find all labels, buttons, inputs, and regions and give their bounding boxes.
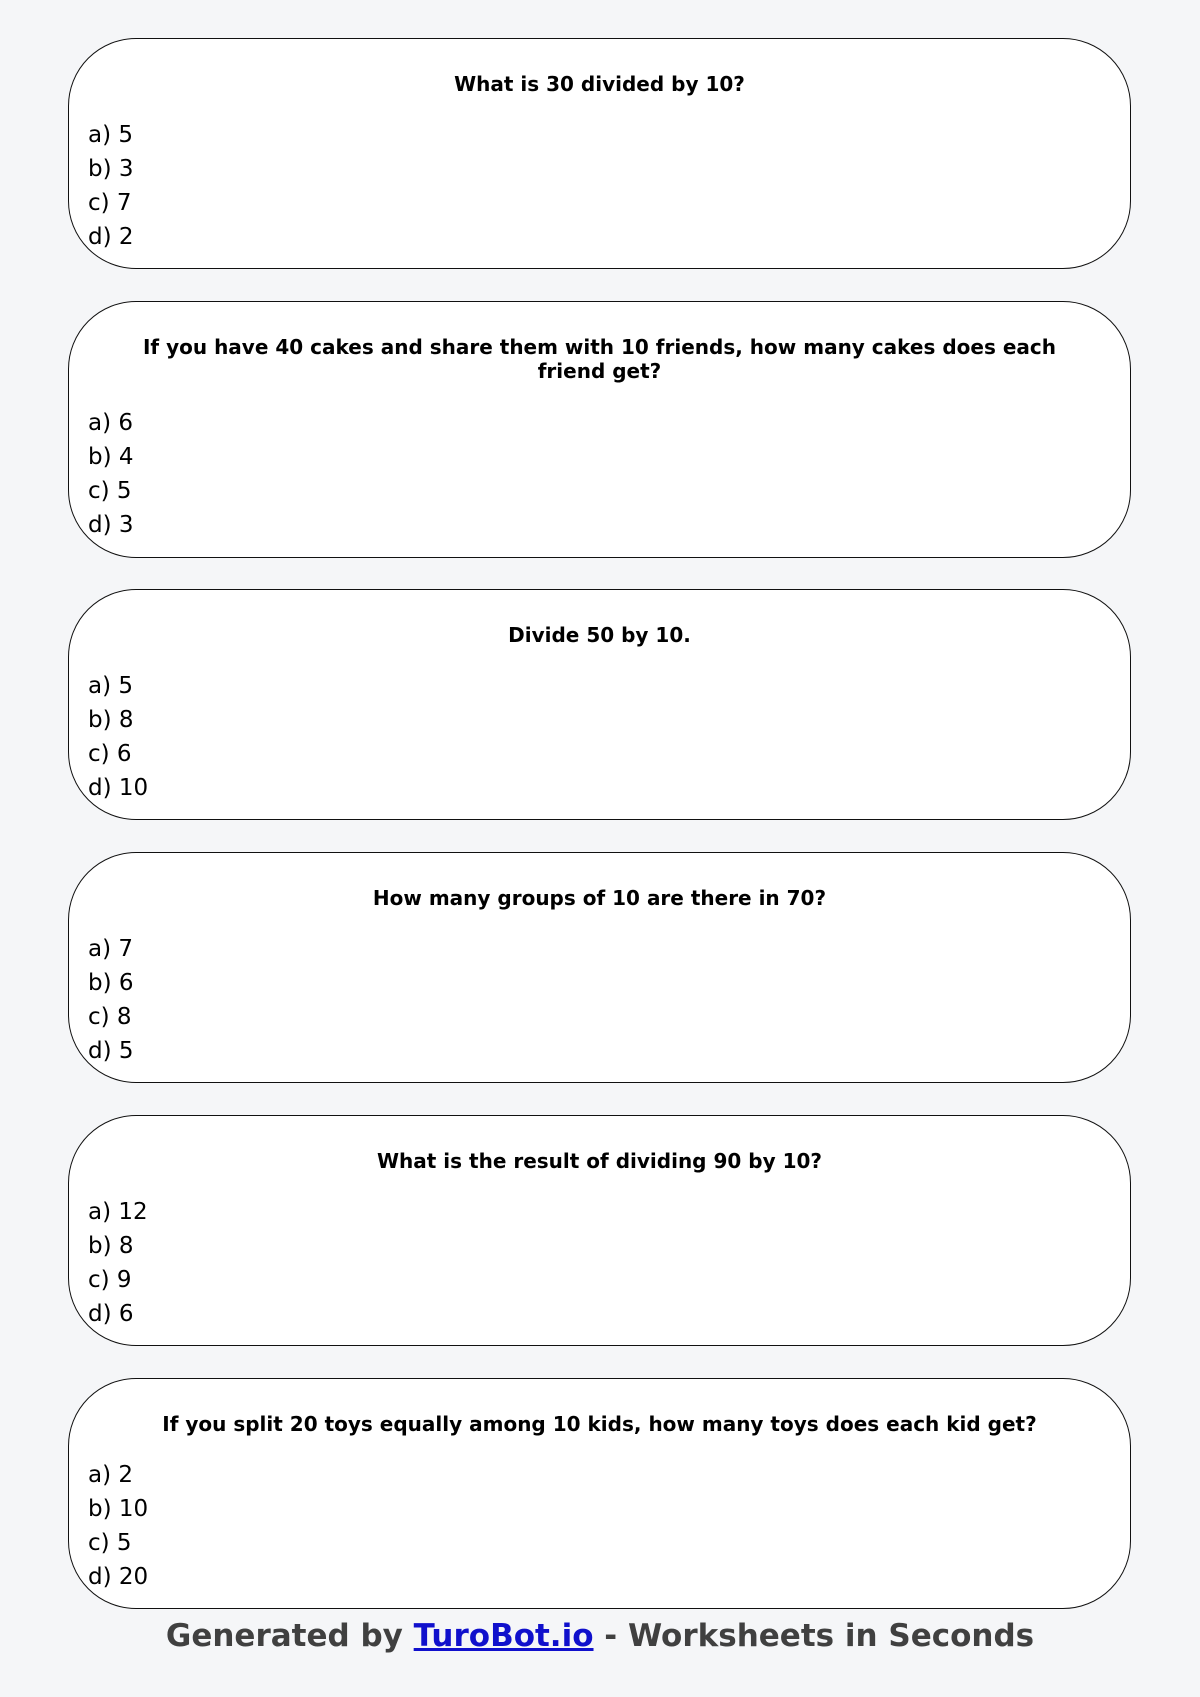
option-a: a) 5 [88, 673, 134, 699]
option-a: a) 2 [88, 1462, 134, 1488]
option-b: b) 4 [88, 444, 134, 470]
question-card-3 [68, 589, 1131, 820]
option-d: d) 3 [88, 512, 134, 538]
options-list [88, 669, 148, 805]
option-c: c) 9 [88, 1267, 132, 1293]
footer-suffix: - Worksheets in Seconds [593, 1618, 1035, 1654]
options-list [88, 118, 134, 254]
question-text: What is the result of dividing 90 by 10? [376, 1149, 823, 1173]
question-card-5 [68, 1115, 1131, 1346]
turobot-link[interactable]: TuroBot.io [413, 1618, 594, 1654]
options-list [88, 406, 134, 542]
footer-prefix: Generated by [165, 1618, 414, 1654]
question-card-2 [68, 301, 1131, 558]
option-b: b) 8 [88, 707, 134, 733]
question-card-4 [68, 852, 1131, 1083]
option-a: a) 12 [88, 1199, 148, 1225]
question-text: How many groups of 10 are there in 70? [372, 886, 827, 910]
option-b: b) 6 [88, 970, 134, 996]
option-c: c) 8 [88, 1004, 132, 1030]
footer-credit [0, 1618, 1200, 1654]
option-d: d) 2 [88, 224, 134, 250]
option-c: c) 6 [88, 741, 132, 767]
option-d: d) 5 [88, 1038, 134, 1064]
options-list [88, 1195, 148, 1331]
option-d: d) 6 [88, 1301, 134, 1327]
options-list [88, 1458, 148, 1594]
option-a: a) 6 [88, 410, 134, 436]
option-d: d) 20 [88, 1564, 149, 1590]
question-card-1 [68, 38, 1131, 269]
option-d: d) 10 [88, 775, 149, 801]
option-a: a) 7 [88, 936, 134, 962]
options-list [88, 932, 134, 1068]
question-text: What is 30 divided by 10? [454, 72, 745, 96]
option-b: b) 8 [88, 1233, 134, 1259]
option-c: c) 5 [88, 1530, 132, 1556]
question-text: If you split 20 toys equally among 10 kids, how many toys does each kid get? [162, 1412, 1037, 1436]
option-b: b) 10 [88, 1496, 149, 1522]
question-text: If you have 40 cakes and share them with 10 friends, how many cakes does each friend get? [142, 335, 1056, 383]
option-c: c) 7 [88, 190, 132, 216]
option-a: a) 5 [88, 122, 134, 148]
option-c: c) 5 [88, 478, 132, 504]
question-card-6 [68, 1378, 1131, 1609]
option-b: b) 3 [88, 156, 134, 182]
question-text: Divide 50 by 10. [508, 623, 691, 647]
